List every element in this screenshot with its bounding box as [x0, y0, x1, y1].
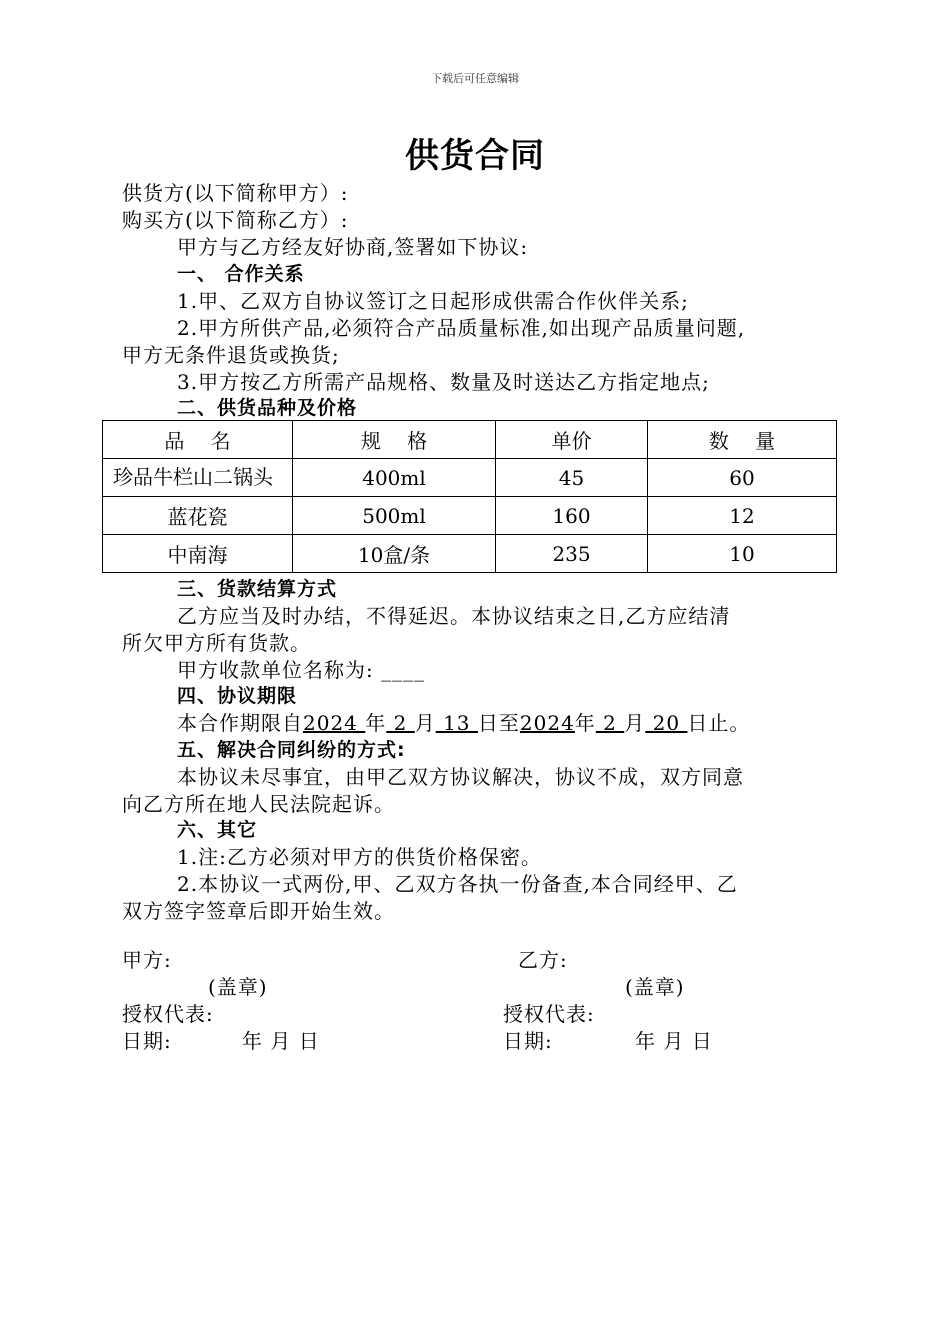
table-row — [103, 459, 837, 497]
table-cell-spec: 10盒/条 — [293, 535, 496, 573]
day-label: 日 — [687, 711, 709, 735]
month-label: 月 — [414, 711, 436, 735]
table-cell-name: 中南海 — [103, 535, 293, 573]
table-cell-spec: 400ml — [293, 459, 496, 497]
table-row — [103, 535, 837, 573]
table-cell-name: 蓝花瓷 — [103, 497, 293, 535]
table-header-cell: 数 量 — [648, 421, 837, 459]
table-cell-name — [103, 459, 293, 497]
section3-heading: 三、货款结算方式 — [177, 578, 338, 600]
party-b-seal: (盖章) — [625, 975, 685, 999]
section5-heading: 五、解决合同纠纷的方式: — [177, 739, 406, 761]
table-cell-spec: 500ml — [293, 497, 496, 535]
party-a-rep: 授权代表: — [122, 1002, 214, 1026]
section1-item-cont: 甲方无条件退货或换货; — [122, 343, 340, 367]
party-b-date-label: 日期: — [503, 1029, 553, 1053]
table-cell-qty: 12 — [648, 497, 837, 535]
table-cell-price: 235 — [496, 535, 648, 573]
product-name: 珍品牛栏山二锅头 — [113, 464, 273, 489]
term-prefix: 本合作期限自 — [177, 711, 303, 735]
end-year: 2024 — [519, 711, 575, 735]
table-header-cell: 单价 — [496, 421, 648, 459]
party-a-date-label: 日期: — [122, 1029, 172, 1053]
section3-line: 所欠甲方所有货款。 — [122, 631, 311, 655]
section1-item: 3.甲方按乙方所需产品规格、数量及时送达乙方指定地点; — [177, 370, 710, 394]
table-cell-qty: 60 — [648, 459, 837, 497]
party-b-label: 乙方: — [518, 948, 568, 972]
section3-line: 乙方应当及时办结，不得延迟。本协议结束之日,乙方应结清 — [177, 604, 731, 628]
section6-line: 双方签字签章后即开始生效。 — [122, 899, 395, 923]
year-label: 年 — [365, 711, 387, 735]
table-cell-price: 160 — [496, 497, 648, 535]
table-cell-qty: 10 — [648, 535, 837, 573]
party-a-date-fields: 年 月 日 — [242, 1029, 320, 1053]
term-line — [177, 710, 897, 737]
end-month: 2 — [595, 711, 625, 735]
table-header-cell: 品 名 — [103, 421, 293, 459]
table-header-cell: 规 格 — [293, 421, 496, 459]
party-a-seal: (盖章) — [208, 975, 268, 999]
section1-heading: 一、 合作关系 — [177, 263, 305, 285]
buyer-line: 购买方(以下简称乙方）: — [122, 208, 349, 232]
party-b-rep: 授权代表: — [503, 1002, 595, 1026]
supplier-line: 供货方(以下简称甲方）: — [122, 181, 349, 205]
payee-line — [177, 657, 897, 684]
day-label: 日 — [477, 711, 499, 735]
intro-line: 甲方与乙方经友好协商,签署如下协议: — [177, 235, 529, 259]
table-row — [103, 497, 837, 535]
header-note: 下载后可任意编辑 — [431, 72, 519, 85]
section5-line: 本协议未尽事宜，由甲乙双方协议解决，协议不成，双方同意 — [177, 765, 744, 789]
section6-line: 1.注:乙方必须对甲方的供货价格保密。 — [177, 845, 542, 869]
payee-blank: ____ — [381, 658, 426, 682]
section4-heading: 四、协议期限 — [177, 685, 298, 707]
end-day: 20 — [645, 711, 688, 735]
section1-item: 1.甲、乙双方自协议签订之日起形成供需合作伙伴关系; — [177, 289, 689, 313]
table-header-row — [103, 421, 837, 459]
month-label: 月 — [624, 711, 646, 735]
section6-heading: 六、其它 — [177, 819, 258, 841]
start-day: 13 — [435, 711, 478, 735]
party-b-date-fields: 年 月 日 — [635, 1029, 713, 1053]
table-cell-price: 45 — [496, 459, 648, 497]
start-month: 2 — [386, 711, 415, 735]
to-label: 至 — [498, 711, 520, 735]
goods-table — [102, 420, 837, 573]
section6-line: 2.本协议一式两份,甲、乙双方各执一份备查,本合同经甲、乙 — [177, 872, 738, 896]
year-label: 年 — [574, 711, 596, 735]
section1-item: 2.甲方所供产品,必须符合产品质量标准,如出现产品质量问题, — [177, 316, 746, 340]
section2-heading: 二、供货品种及价格 — [177, 397, 358, 419]
start-year: 2024 — [303, 711, 366, 735]
document-title: 供货合同 — [405, 136, 545, 176]
party-a-label: 甲方: — [122, 948, 172, 972]
stop-label: 止。 — [708, 711, 751, 735]
section5-line: 向乙方所在地人民法院起诉。 — [122, 792, 395, 816]
payee-label: 甲方收款单位名称为: — [177, 658, 374, 682]
